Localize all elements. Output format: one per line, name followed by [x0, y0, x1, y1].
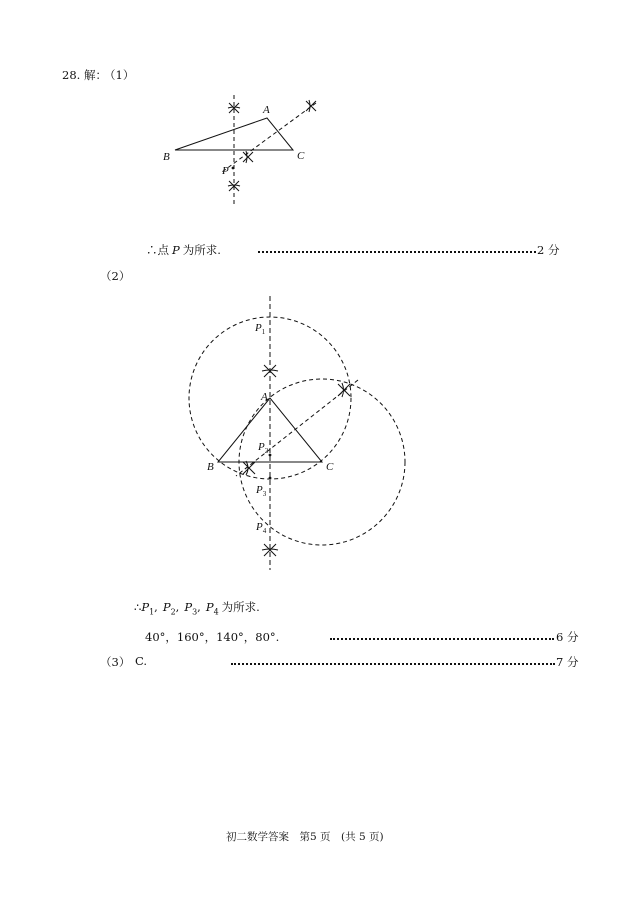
answer2-suffix: 为所求.: [221, 600, 260, 614]
answer1-prefix: ∴点: [146, 243, 169, 257]
figure2-arc-mark-lower-left: [243, 461, 255, 475]
part1-label: （1）: [104, 68, 135, 82]
figure2-label-b: B: [207, 461, 214, 473]
figure1-label-a: A: [263, 104, 270, 116]
figure2-label-a: A: [261, 391, 268, 403]
answer2-p4-sub: 4: [213, 607, 219, 617]
answer3-dot-leader: [330, 638, 554, 640]
figure2-label-p1: $P_1$: [255, 322, 266, 336]
answer2-sep2: ,: [175, 600, 180, 614]
answer2-sep3: ,: [197, 600, 201, 614]
part3-label: （3）: [100, 655, 131, 669]
answer2-prefix: ∴: [134, 600, 142, 614]
figure2-arc-mark-upper-right: [338, 383, 350, 397]
answer2-p3-sub: 3: [192, 607, 198, 617]
answer-line-3: 40°，160°，140°，80°.: [145, 630, 280, 644]
answer1-score: 2 分: [537, 243, 560, 257]
answer2-p4: P: [205, 600, 214, 614]
answer2-sep1: ,: [154, 600, 158, 614]
part2-label: （2）: [100, 269, 131, 283]
page-footer: 初二数学答案 第5 页 (共 5 页): [226, 831, 384, 843]
figure2-arc-mark-top: [262, 365, 278, 377]
answer3-score: 6 分: [556, 630, 579, 644]
answer1-var: P: [172, 243, 180, 257]
figure2-point-p2: [269, 454, 272, 457]
answer2-p2-sub: 2: [170, 607, 176, 617]
answer4-dot-leader: [231, 663, 555, 665]
figure1-label-p: P: [222, 165, 229, 177]
answer2-p1-sub: 1: [149, 607, 155, 617]
figure1-label-b: B: [163, 151, 170, 163]
answer2-p3: P: [184, 600, 193, 614]
answer1-suffix: 为所求.: [182, 243, 221, 257]
answer-line-4: C.: [135, 654, 148, 668]
answer2-p1: P: [141, 600, 150, 614]
answer4-score: 7 分: [556, 655, 579, 669]
figure2-label-p3: $P_3$: [256, 484, 267, 498]
figure2-label-c: C: [326, 461, 334, 473]
answer-line-2: [134, 599, 260, 616]
figure2-point-p3: [269, 477, 272, 480]
figure2-label-p2: $P_2$: [258, 441, 269, 455]
problem-number: 28. 解：: [62, 68, 107, 82]
figure2-label-p4: $P_4$: [256, 521, 267, 535]
answer2-p2: P: [162, 600, 171, 614]
figure1-label-c: C: [297, 150, 305, 162]
